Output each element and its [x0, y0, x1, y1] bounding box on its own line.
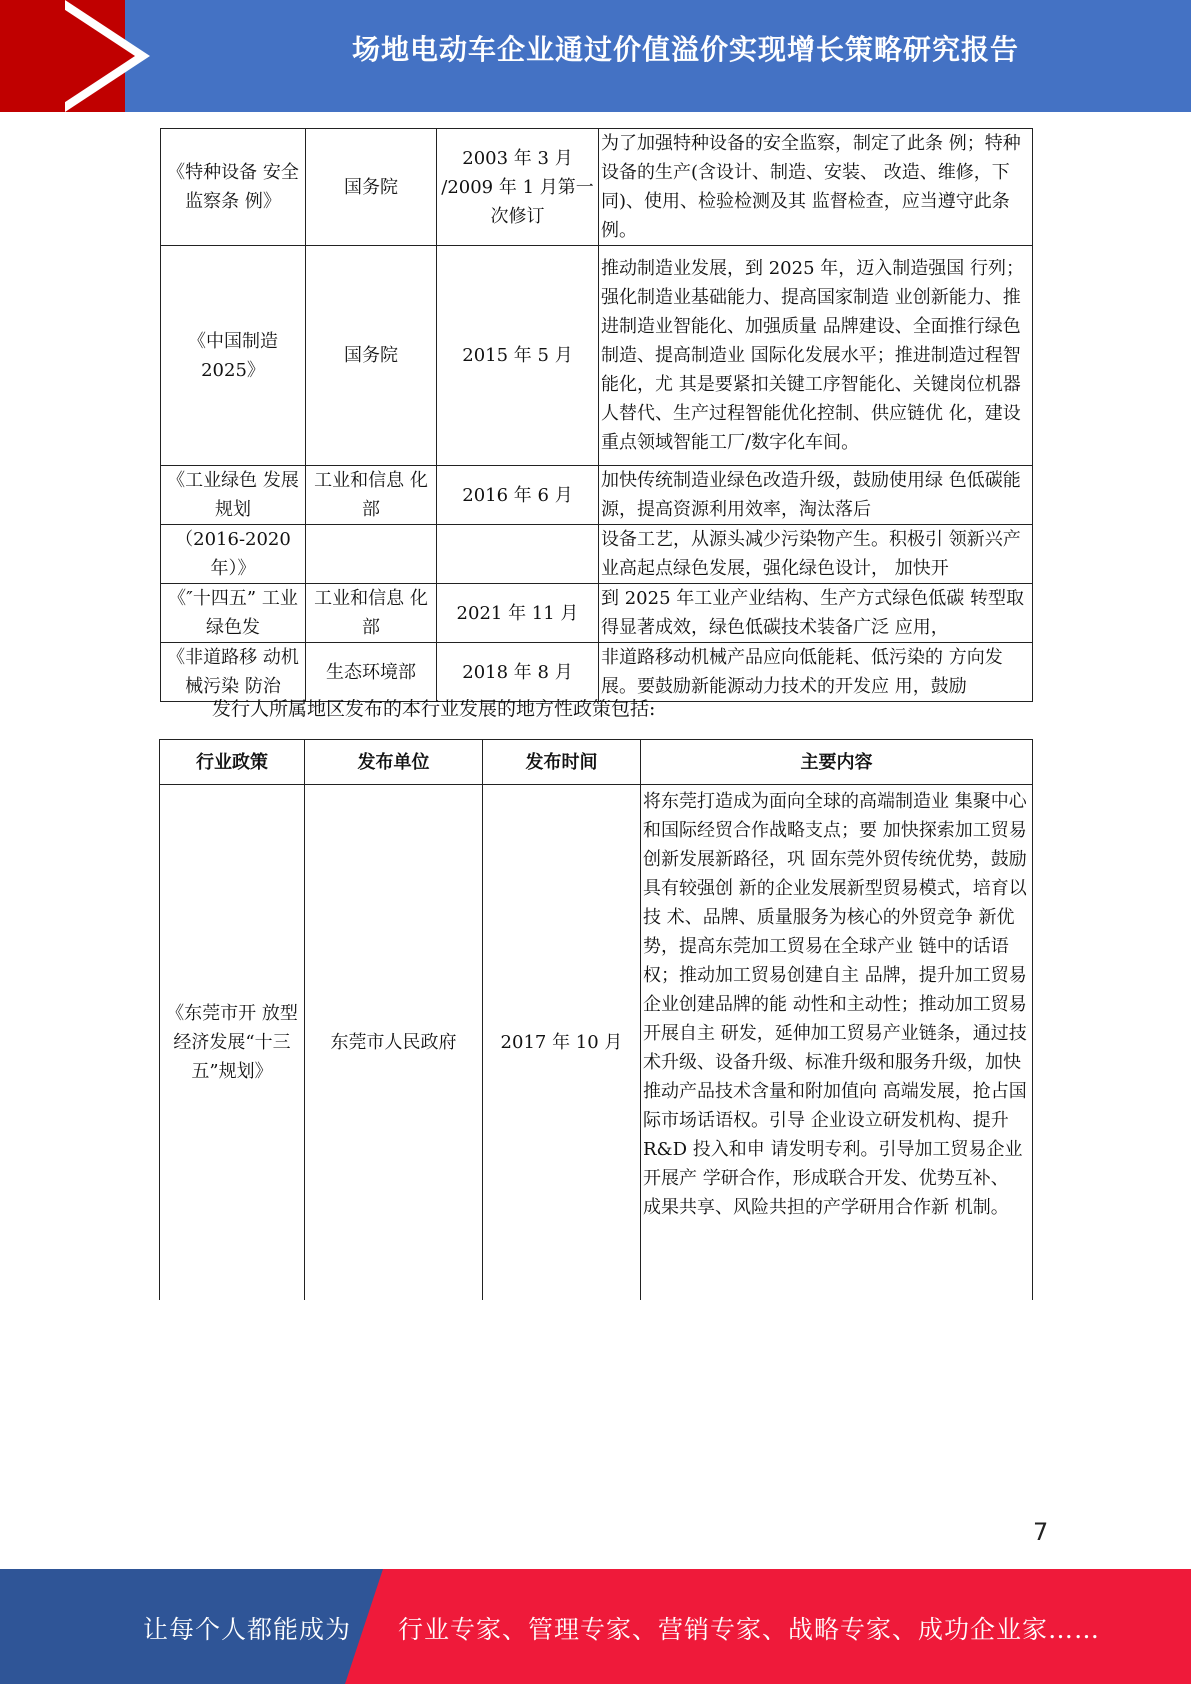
footer-slogan-right: 行业专家、管理专家、营销专家、战略专家、成功企业家…… [398, 1615, 1101, 1644]
date-cell: 2003 年 3 月 /2009 年 1 月第一次修订 [437, 129, 599, 246]
date-cell: 2021 年 11 月 [437, 584, 599, 643]
local-policy-intro: 发行人所属地区发布的本行业发展的地方性政策包括: [212, 698, 656, 720]
content-cell: 非道路移动机械产品应向低能耗、低污染的 方向发展。要鼓励新能源动力技术的开发应 用，鼓励 [599, 643, 1033, 702]
date-cell: 2015 年 5 月 [437, 246, 599, 466]
content-cell: 设备工艺，从源头减少污染物产生。积极引 领新兴产业高起点绿色发展，强化绿色设计， 加快开 [599, 525, 1033, 584]
policy-cell: 《非道路移 动机械污染 防治 [161, 643, 306, 702]
table-row [161, 584, 1033, 643]
table-header-row [160, 740, 1033, 785]
date-cell: 2018 年 8 月 [437, 643, 599, 702]
policy-cell: （2016-2020 年）》 [161, 525, 306, 584]
content-cell: 推动制造业发展，到 2025 年，迈入制造强国 行列；强化制造业基础能力、提高国家制造 业创新能力、推进制造业智能化、加强质量 品牌建设、全面推行绿色制造、提高制造业 国际化发展水平；推进制造过程智能化，尤 其是要紧扣关键工序智能化、关键岗位机器 人替代、生产过程智能优化控制、供应链优 化，建设重点领域智能工厂/数字化车间。 [599, 246, 1033, 466]
issuer-cell: 生态环境部 [306, 643, 437, 702]
table-row [161, 525, 1033, 584]
issuer-cell: 工业和信息 化部 [306, 584, 437, 643]
page-number: 7 [1033, 1518, 1049, 1546]
page-title: 场地电动车企业通过价值溢价实现增长策略研究报告 [351, 33, 1019, 66]
content-cell: 加快传统制造业绿色改造升级，鼓励使用绿 色低碳能源，提高资源利用效率，淘汰落后 [599, 466, 1033, 525]
date-cell: 2017 年 10 月 [483, 785, 641, 1300]
issuer-cell [306, 525, 437, 584]
issuer-cell: 国务院 [306, 129, 437, 246]
issuer-cell: 工业和信息 化部 [306, 466, 437, 525]
content-cell: 将东莞打造成为面向全球的高端制造业 集聚中心和国际经贸合作战略支点；要 加快探索加工贸易创新发展新路径，巩 固东莞外贸传统优势，鼓励具有较强创 新的企业发展新型贸易模式，培育以技 术、品牌、质量服务为核心的外贸竞争 新优势，提高东莞加工贸易在全球产业 链中的话语权；推动加工贸易创建自主 品牌，提升加工贸易企业创建品牌的能 动性和主动性；推动加工贸易开展自主 研发，延伸加工贸易产业链条，通过技 术升级、设备升级、标准升级和服务升级，加快推动产品技术含量和附加值向 高端发展，抢占国际市场话语权。引导 企业设立研发机构、提升 R&D 投入和申 请发明专利。引导加工贸易企业开展产 学研合作，形成联合开发、优势互补、 成果共享、风险共担的产学研用合作新 机制。 [641, 785, 1033, 1300]
issuer-cell: 东莞市人民政府 [305, 785, 483, 1300]
date-cell [437, 525, 599, 584]
content-cell: 到 2025 年工业产业结构、生产方式绿色低碳 转型取得显著成效，绿色低碳技术装备广泛 应用， [599, 584, 1033, 643]
policy-cell: 《″十四五” 工业绿色发 [161, 584, 306, 643]
table-row [161, 643, 1033, 702]
content-cell: 为了加强特种设备的安全监察，制定了此条 例；特种设备的生产(含设计、制造、安装、 改造、维修，下同)、使用、检验检测及其 监督检查，应当遵守此条例。 [599, 129, 1033, 246]
issuer-cell: 国务院 [306, 246, 437, 466]
table-row [161, 246, 1033, 466]
column-header-date: 发布时间 [483, 740, 641, 785]
column-header-content: 主要内容 [641, 740, 1033, 785]
footer-slogan-left: 让每个人都能成为 [143, 1615, 352, 1644]
column-header-issuer: 发布单位 [305, 740, 483, 785]
policy-cell: 《中国制造 2025》 [161, 246, 306, 466]
policy-cell: 《东莞市开 放型经济发展“十三 五”规划》 [160, 785, 305, 1300]
policy-cell: 《特种设备 安全监察条 例》 [161, 129, 306, 246]
national-policy-table [160, 128, 1033, 702]
local-policy-table [159, 739, 1033, 1300]
column-header-policy: 行业政策 [160, 740, 305, 785]
table-row [161, 129, 1033, 246]
table-row [160, 785, 1033, 1300]
policy-cell: 《工业绿色 发展规划 [161, 466, 306, 525]
date-cell: 2016 年 6 月 [437, 466, 599, 525]
table-row [161, 466, 1033, 525]
header-arrow-red [50, 0, 135, 112]
